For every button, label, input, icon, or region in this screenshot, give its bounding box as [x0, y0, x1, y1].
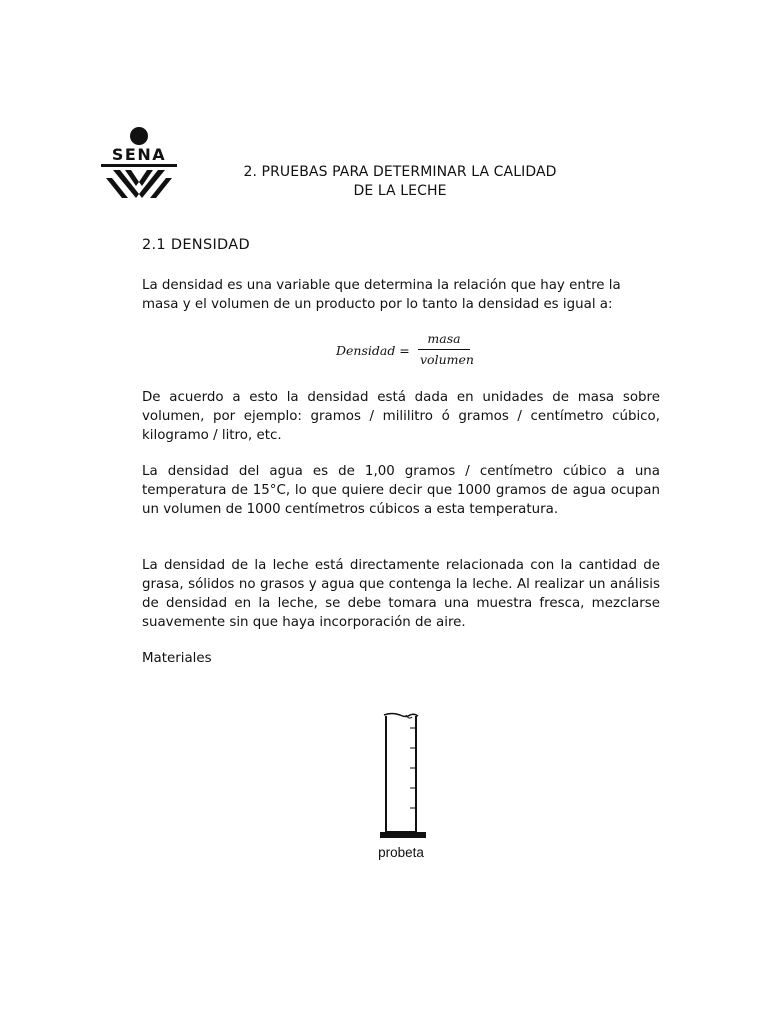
- sena-logo-text: SENA: [111, 145, 167, 164]
- paragraph-milk-density: La densidad de la leche está directamente relacionada con la cantidad de grasa, sólidos no grasos y agua que contenga la leche. Al realizar un análisis de densidad en la leche, se debe tomara una muestra fresca, mezclarse suavemente sin que haya incorporación de aire.: [142, 558, 660, 630]
- graduated-cylinder-icon: [376, 710, 428, 842]
- figure-caption: probeta: [378, 845, 424, 860]
- title-line-1: 2. PRUEBAS PARA DETERMINAR LA CALIDAD: [243, 164, 557, 180]
- formula-lhs: Densidad =: [336, 343, 410, 358]
- sena-logo: [98, 124, 180, 202]
- document-title: [200, 163, 600, 201]
- title-line-2: DE LA LECHE: [353, 183, 447, 199]
- formula-numerator: masa: [427, 331, 461, 346]
- formula-denominator: volumen: [420, 352, 474, 367]
- paragraph-units: De acuerdo a esto la densidad está dada en unidades de masa sobre volumen, por ejemplo: gramos / mililitro ó gramos / centímetro cúbico, kilogramo / litro, etc.: [142, 390, 660, 443]
- paragraph-intro: La densidad es una variable que determina la relación que hay entre la masa y el volumen de un producto por lo tanto la densidad es igual a:: [142, 278, 621, 312]
- sena-logo-graphic: [98, 124, 180, 202]
- formula-fraction: [420, 330, 474, 369]
- materials-label: Materiales: [142, 651, 212, 666]
- graduated-cylinder-figure: [376, 710, 428, 842]
- section-heading: 2.1 DENSIDAD: [142, 237, 250, 253]
- paragraph-water-density: La densidad del agua es de 1,00 gramos / centímetro cúbico a una temperatura de 15°C, lo que quiere decir que 1000 gramos de agua ocupan un volumen de 1000 centímetros cúbicos a esta temperatura.: [142, 464, 660, 517]
- density-formula: [336, 330, 476, 370]
